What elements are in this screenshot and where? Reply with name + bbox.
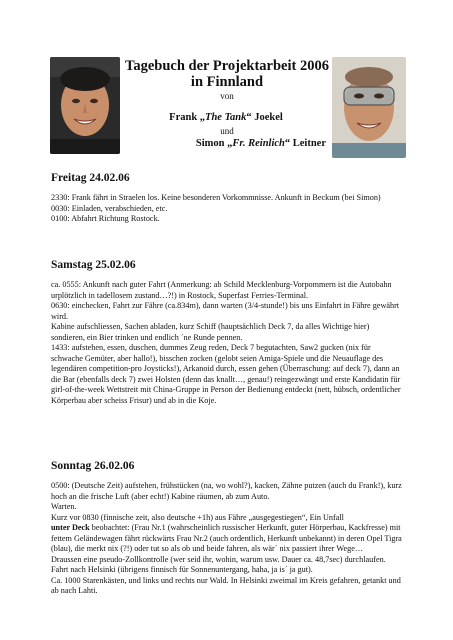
frank-portrait-photo (50, 57, 120, 154)
entry-line: 2330: Frank fährt in Straelen los. Keine besonderen Vorkommnisse. Ankunft in Beckum (bei Simon) (51, 193, 381, 202)
entry-line: 0100: Abfahrt Richtung Rostock. (51, 214, 160, 223)
by-label: von (220, 91, 234, 101)
entry-line: 0500: (Deutsche Zeit) aufstehen, frühstücken (na, wo wohl?), kacken, Zähne putzen (auch du Frank!), kurz hoch an die frische Luft (aber echt!) Kabine räumen, ab zum Auto. (51, 481, 402, 501)
document-title-line-1: Tagebuch der Projektarbeit 2006 (125, 58, 329, 74)
entry-line: Ca. 1000 Starenkästen, und links und rechts nur Wald. In Helsinki zweimal im Kreis gefahren, getankt und ab nach Lahti. (51, 575, 401, 595)
day-heading-samstag: Samstag 25.02.06 (51, 259, 136, 271)
author-simon (156, 138, 326, 149)
entry-line: 0030: Einladen, verabschieden, etc. (51, 203, 168, 213)
entry-line-rest: beobachtet: (Frau Nr.1 (wahrscheinlich russischer Herkunft, guter Hörperbau, Kackfresse) mit fettem Geländewagen fährt rückwärts Frau Nr.2 (auch ordentlich, Herkunft unbekannt) in deren Opel Tigra (blau), die merkt nix (?!) oder tut so als ob und beide fahren, als wär´ nix passiert ihrer Wege… (51, 523, 402, 553)
author-simon-first: Simon „ (195, 138, 233, 149)
bold-phrase: unter Deck (51, 523, 90, 532)
simon-portrait-photo (332, 57, 406, 158)
author-simon-nickname: Fr. Reinlich (232, 138, 285, 149)
day-heading-freitag: Freitag 24.02.06 (51, 172, 130, 184)
author-frank-nickname: The Tank (205, 112, 247, 123)
entry-line: Draussen eine pseudo-Zollkontrolle (wer seid ihr, wohin, warum usw. Dauer ca. 48,7sec) durchlaufen. (51, 554, 386, 564)
document-title-line-2: in Finnland (190, 74, 264, 90)
entry-line: Kabine aufschliessen, Sachen abladen, kurz Schiff (hauptsächlich Deck 7, da alles Wichtige hier) sondieren, ein Bier trinken und endlich ´ne Runde pennen. (51, 322, 370, 342)
day-entry-samstag (51, 280, 403, 406)
author-simon-last: “ Leitner (284, 138, 326, 149)
entry-line: Kurz vor 0830 (finnische zeit, also deutsche +1h) aus Fähre „ausgegestiegen“, Ein Unfall (51, 512, 344, 522)
day-heading-sonntag: Sonntag 26.02.06 (51, 460, 135, 472)
author-frank-last: “ Joekel (246, 112, 283, 123)
entry-line: ca. 0555: Ankunft nach guter Fahrt (Anmerkung: ab Schild Mecklenburg-Vorpommern ist die Autobahn urplötzlich in tadellosem zustand…?!) in Rostock, Superfast Ferries-Terminal. (51, 280, 392, 300)
entry-line: Warten. (51, 502, 77, 511)
day-entry-sonntag (51, 481, 403, 597)
and-label: und (220, 126, 234, 136)
author-frank (126, 112, 326, 123)
entry-line: 1433: aufstehen, essen, duschen, dummes Zeug reden, Deck 7 begutachten, Saw2 gucken (nix für schwache Gemüter, aber hallo!), bisschen zocken (gelobt seien Amiga-Spiele und die Neuauflage des legendären competition-pro Joysticks!), Arkanoid durch, essen gehen (Überraschung: auf deck 7), dann an die Bar (ebenfalls deck 7) zwei Holsten (denn das knallt…, genau!) reingezwängt und erste Kandidatin für girl-of-the-week Wettstreit mit China-Gruppe in Person der Bedienung entdeckt (nett, hübsch, ordentlicher Körperbau aber scheiss Frisur) und ab in die Koje. (51, 343, 401, 405)
day-entry-freitag (51, 193, 403, 225)
entry-line (51, 523, 403, 555)
entry-line: 0630: einchecken, Fahrt zur Fähre (ca.834m), dann warten (3/4-stunde!) bis uns Einfahrt in Fähre gewährt wird. (51, 301, 400, 321)
author-frank-first: Frank „ (169, 112, 206, 123)
entry-line: Fahrt nach Helsinki (übrigens finnisch für Sonnenuntergang, haha, ja is´ ja gut). (51, 565, 313, 574)
